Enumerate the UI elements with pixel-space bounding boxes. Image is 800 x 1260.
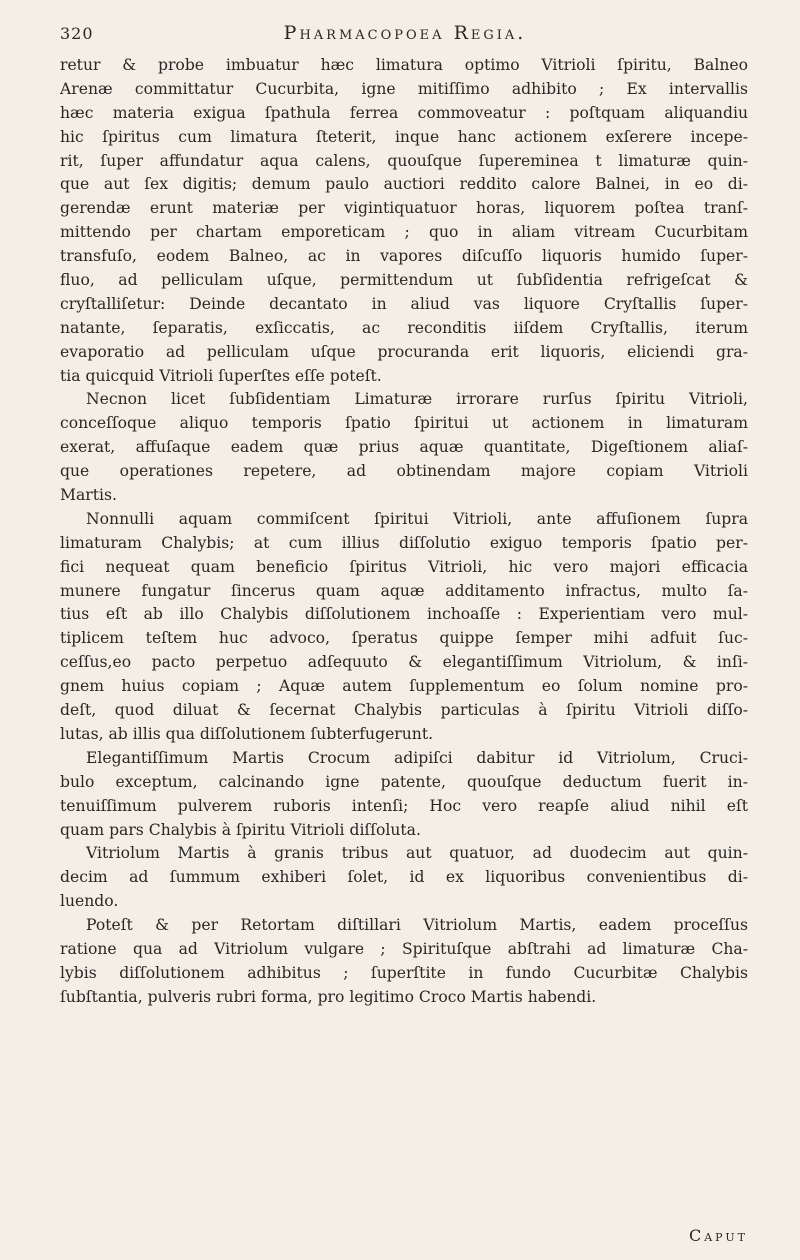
text-line: conceſſoque aliquo temporis ſpatio ſpiritui ut actionem in limaturam xyxy=(60,414,748,433)
text-line: luendo. xyxy=(60,892,119,911)
text-line: ceſſus,eo pacto perpetuo adſequuto & elegantiſſimum Vitriolum, & inſi- xyxy=(60,653,748,672)
text-line: ſubſtantia, pulveris rubri forma, pro legitimo Croco Martis habendi. xyxy=(60,987,597,1006)
text-line: deſt, quod diluat & ſecernat Chalybis particulas à ſpiritu Vitrioli diſſo- xyxy=(60,701,748,720)
text-line: natante, ſeparatis, exſiccatis, ac reconditis iiſdem Cryſtallis, iterum xyxy=(60,318,748,337)
text-line: Poteſt & per Retortam diſtillari Vitriolum Martis, eadem proceſſus xyxy=(86,916,748,935)
text-line: que operationes repetere, ad obtinendam majore copiam Vitrioli xyxy=(60,462,748,481)
text-line: lutas, ab illis qua diſſolutionem ſubterfugerunt. xyxy=(60,724,434,743)
text-line: tiplicem teſtem huc advoco, ſperatus quippe ſemper mihi adfuit ſuc- xyxy=(60,629,748,648)
text-line: Martis. xyxy=(60,486,117,505)
text-line: que aut ſex digitis; demum paulo auctiori reddito calore Balnei, in eo di- xyxy=(60,175,748,194)
text-line: decim ad ſummum exhiberi ſolet, id ex liquoribus convenientibus di- xyxy=(60,868,748,887)
text-line: evaporatio ad pelliculam uſque procuranda erit liquoris, eliciendi gra- xyxy=(60,342,748,361)
text-line: rit, ſuper affundatur aqua calens, quouſque ſupereminea t limaturæ quin- xyxy=(60,151,748,170)
text-line: fluo, ad pelliculam uſque, permittendum ut ſubſidentia refrigeſcat & xyxy=(60,271,748,290)
catchword: Caput xyxy=(688,1226,748,1245)
body-text xyxy=(60,54,748,1010)
text-line: quam pars Chalybis à ſpiritu Vitrioli diſſoluta. xyxy=(60,820,421,839)
text-line: tenuiſſimum pulverem ruboris intenſi; Hoc vero reapſe aliud nihil eſt xyxy=(60,796,748,815)
text-line: gerendæ erunt materiæ per vigintiquatuor horas, liquorem poſtea tranſ- xyxy=(60,199,748,218)
text-line: Arenæ committatur Cucurbita, igne mitiſſimo adhibito ; Ex intervallis xyxy=(60,79,748,98)
text-line: Nonnulli aquam commiſcent ſpiritui Vitrioli, ante affuſionem ſupra xyxy=(86,509,748,528)
text-line: ratione qua ad Vitriolum vulgare ; Spirituſque abſtrahi ad limaturæ Cha- xyxy=(60,939,748,958)
text-line: cryſtalliſetur: Deinde decantato in aliud vas liquore Cryſtallis ſuper- xyxy=(60,294,748,313)
text-line: tia quicquid Vitrioli ſuperſtes eſſe poteſt. xyxy=(60,366,382,385)
running-title: Pharmacopoea Regia. xyxy=(283,22,527,44)
text-line: munere fungatur ſincerus quam aquæ additamento infractus, multo ſa- xyxy=(60,581,748,600)
page-header xyxy=(60,22,750,46)
page-number: 320 xyxy=(60,24,94,43)
text-line: exerat, affuſaque eadem quæ prius aquæ quantitate, Digeſtionem aliaſ- xyxy=(60,438,748,457)
text-line: Vitriolum Martis à granis tribus aut quatuor, ad duodecim aut quin- xyxy=(86,844,748,863)
text-line: transfuſo, eodem Balneo, ac in vapores diſcuſſo liquoris humido ſuper- xyxy=(60,247,748,266)
text-line: fici nequeat quam beneficio ſpiritus Vitrioli, hic vero majori efficacia xyxy=(60,557,748,576)
text-line: Elegantiſſimum Martis Crocum adipiſci dabitur id Vitriolum, Cruci- xyxy=(86,748,748,767)
text-line: gnem huius copiam ; Aquæ autem ſupplementum eo ſolum nomine pro- xyxy=(60,677,748,696)
text-line: mittendo per chartam emporeticam ; quo in aliam vitream Cucurbitam xyxy=(60,223,748,242)
text-line: hic ſpiritus cum limatura ſteterit, inque hanc actionem exſerere incepe- xyxy=(60,127,748,146)
text-line: retur & probe imbuatur hæc limatura optimo Vitrioli ſpiritu, Balneo xyxy=(60,56,748,74)
text-line: hæc materia exigua ſpathula ferrea commoveatur : poſtquam aliquandiu xyxy=(60,103,748,122)
text-line: Necnon licet ſubſidentiam Limaturæ irrorare rurſus ſpiritu Vitrioli, xyxy=(86,390,748,409)
text-line: lybis diſſolutionem adhibitus ; ſuperſtite in fundo Cucurbitæ Chalybis xyxy=(60,963,748,982)
text-line: tius eſt ab illo Chalybis diſſolutionem inchoaſſe : Experientiam vero mul- xyxy=(60,605,748,624)
text-line: limaturam Chalybis; at cum illius diſſolutio exiguo temporis ſpatio per- xyxy=(60,533,748,552)
text-line: bulo exceptum, calcinando igne patente, quouſque deductum fuerit in- xyxy=(60,772,748,791)
